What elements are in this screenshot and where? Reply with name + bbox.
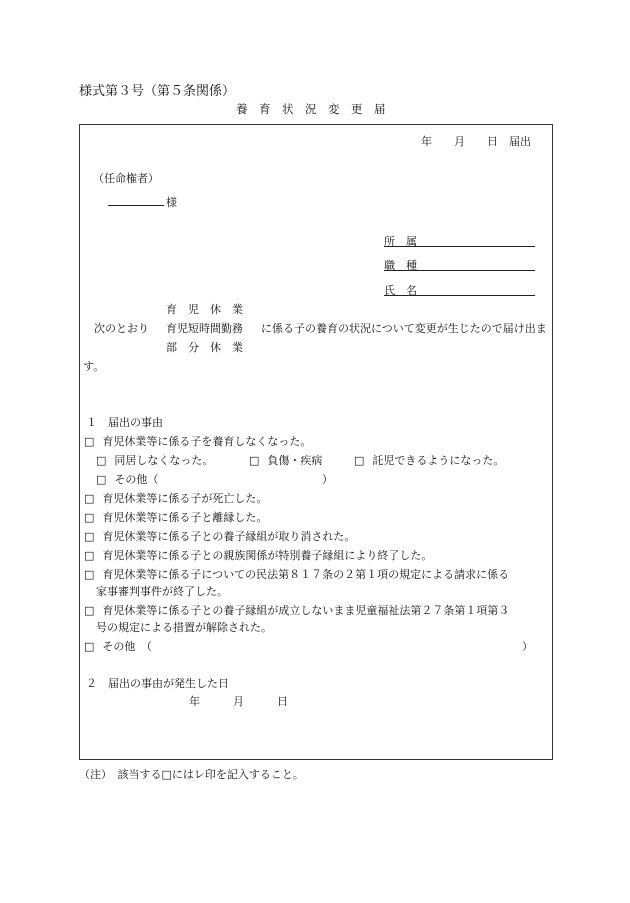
- form-number: 様式第３号（第５条関係）: [79, 84, 236, 99]
- checkbox[interactable]: □: [354, 454, 365, 467]
- checkbox[interactable]: □: [84, 604, 95, 617]
- recipient-honorific: 様: [166, 196, 177, 209]
- page-title: 養 育 状 況 変 更 届: [236, 102, 386, 116]
- checkbox[interactable]: □: [84, 492, 95, 505]
- reason-label: その他 （: [102, 640, 152, 653]
- reason-label: 育児休業等に係る子との親族関係が特別養子縁組により終了した。: [102, 549, 433, 562]
- leave-option-childcare: 育 児 休 業: [166, 303, 243, 316]
- recipient-label: （任命権者）: [93, 172, 159, 185]
- checkbox[interactable]: □: [84, 568, 95, 581]
- statement-prefix: 次のとおり: [94, 322, 149, 335]
- reason-no-longer-raising: [84, 433, 311, 449]
- name-label: 氏 名: [384, 284, 417, 297]
- section2-title: ２ 届出の事由が発生した日: [86, 677, 229, 690]
- reason-label: 負傷・疾病: [267, 454, 323, 467]
- reason-special-adoption: [84, 547, 432, 563]
- reason-adoption-cancelled: [84, 528, 355, 544]
- sub-reason-injury-illness: [249, 452, 322, 468]
- recipient-name-line: [108, 205, 164, 206]
- affiliation-line: [384, 246, 535, 247]
- checkbox[interactable]: □: [96, 473, 107, 486]
- reason-label: 育児休業等に係る子との養子縁組が成立しないまま児童福祉法第２７条第１項第３: [102, 604, 510, 617]
- reason-label: 同居しなくなった。: [114, 454, 214, 467]
- reason-label: 育児休業等に係る子が死亡した。: [102, 492, 268, 505]
- submission-date: 年 月 日 届出: [421, 135, 531, 148]
- statement-end: す。: [83, 360, 105, 373]
- checkbox[interactable]: □: [96, 454, 107, 467]
- sub-reason-childcare-available: [354, 452, 504, 468]
- checkbox[interactable]: □: [249, 454, 260, 467]
- reason-label: 育児休業等に係る子を養育しなくなった。: [102, 435, 312, 448]
- reason-family-court-line1: [84, 566, 509, 582]
- reason-label: 託児できるようになった。: [372, 454, 505, 467]
- checkbox[interactable]: □: [84, 435, 95, 448]
- checkbox[interactable]: □: [84, 549, 95, 562]
- footnote: （注） 該当する□にはレ印を記入すること。: [79, 768, 304, 781]
- section1-title: １ 届出の事由: [86, 416, 163, 429]
- reason-label: 育児休業等に係る子についての民法第８１７条の２第１項の規定による請求に係る: [102, 568, 510, 581]
- statement-suffix: に係る子の養育の状況について変更が生じたので届け出ま: [261, 322, 547, 335]
- reason-other: [84, 638, 152, 654]
- sub-reason-other: [96, 471, 158, 487]
- reason-welfare-measure-line2: 号の規定による措置が解除された。: [96, 621, 272, 634]
- sub-reason-other-close: ）: [322, 473, 333, 486]
- reason-child-died: [84, 490, 267, 506]
- occurrence-date: 年 月 日: [189, 695, 288, 708]
- reason-label: その他（: [114, 473, 159, 486]
- leave-option-partial: 部 分 休 業: [166, 341, 243, 354]
- sub-reason-not-cohabiting: [96, 452, 213, 468]
- reason-welfare-measure-line1: [84, 602, 509, 618]
- reason-family-court-line2: 家事審判事件が終了した。: [96, 585, 228, 598]
- position-label: 職 種: [384, 259, 417, 272]
- reason-label: 育児休業等に係る子と離縁した。: [102, 511, 268, 524]
- leave-option-short-hours: 育児短時間勤務: [166, 322, 243, 335]
- checkbox[interactable]: □: [84, 640, 95, 653]
- reason-other-close: ）: [522, 640, 533, 653]
- reason-dissolved-adoption: [84, 509, 267, 525]
- checkbox[interactable]: □: [84, 530, 95, 543]
- checkbox[interactable]: □: [84, 511, 95, 524]
- affiliation-label: 所 属: [384, 235, 417, 248]
- name-line: [384, 295, 535, 296]
- position-line: [384, 270, 535, 271]
- reason-label: 育児休業等に係る子との養子縁組が取り消された。: [102, 530, 356, 543]
